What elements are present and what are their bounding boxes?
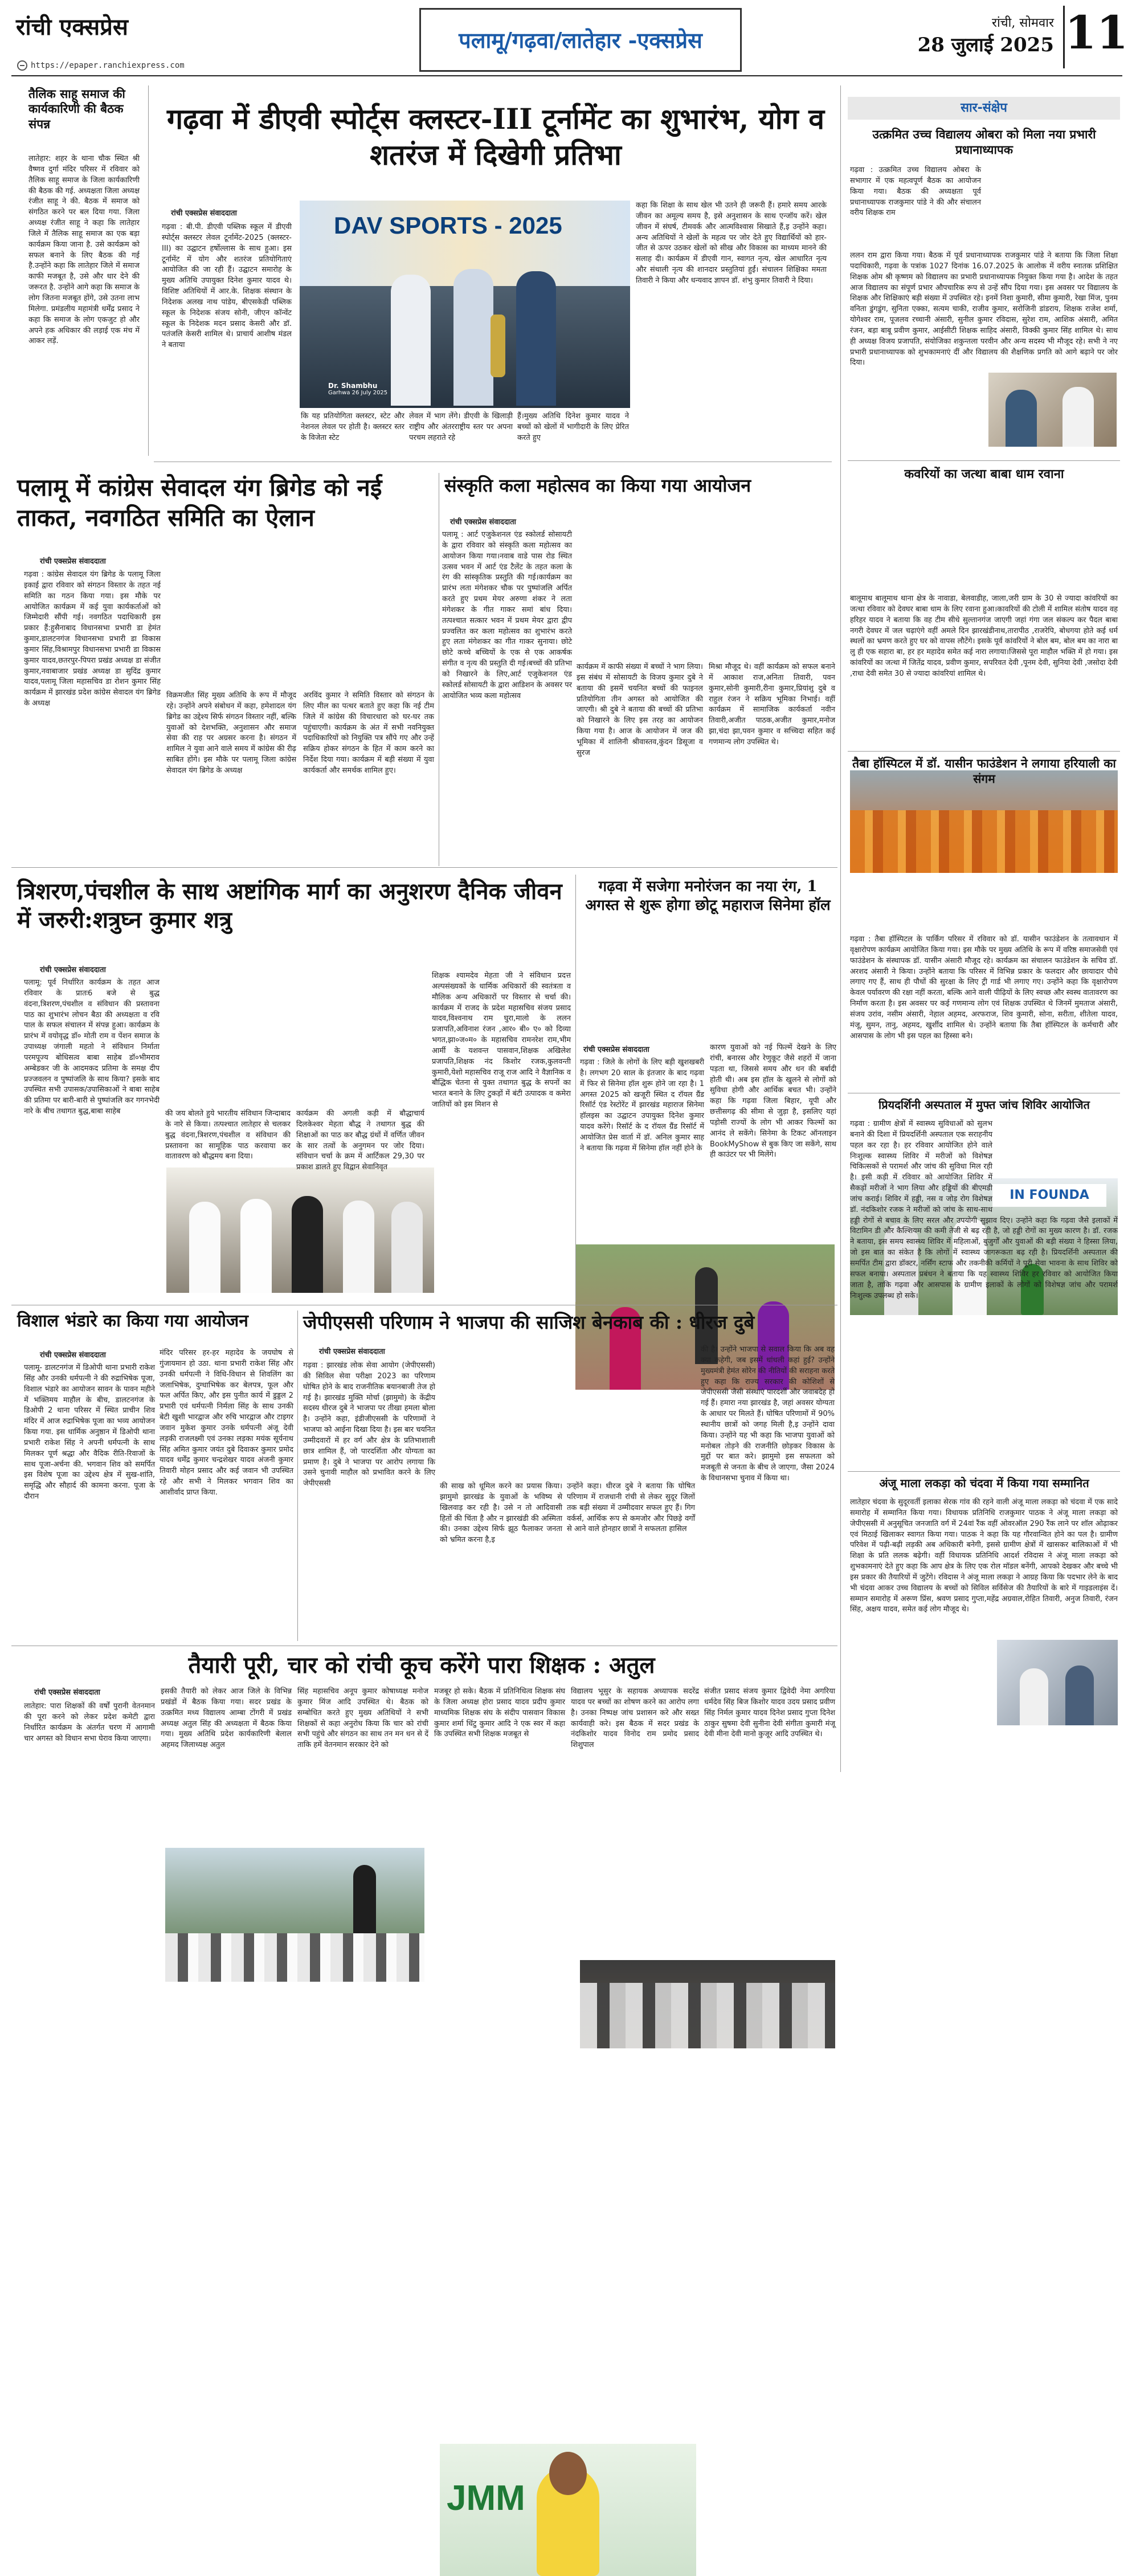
lead-under3: हैं।मुख्य अतिथि दिनेश कुमार यादव ने बच्चों को खेलों में भागीदारी के लिए प्रेरित करते हुए [517, 412, 629, 442]
lead-under2: लेवल में भाग लेंगे। डीएवी के खिलाड़ी राष्ट्रीय और अंतरराष्ट्रीय स्तर पर अपना परचम लहराते रहे [409, 412, 513, 442]
congress-col2: विक्रमजीत सिंह मुख्य अतिथि के रूप में मौजूद रहे। उन्होंने अपने संबोधन में कहा, हमेशादल यंग ब्रिगेड का उद्देश्य सिर्फ संगठन विस्तार नहीं, बल्कि युवाओं को देशभक्ति, अनुशासन और समाज सेवा की राह पर अग्रसर करना है। संगठन में शामिल ने युवा आने वाले समय में कांग्रेस की रीढ़ साबित होंगे। इस मौके पर पलामू जिला कांग्रेस सेवादल यंग ब्रिगेड के अध्यक्ष [166, 691, 296, 775]
lead-headline: गढ़वा में डीएवी स्पोर्ट्स क्लस्टर-III टूर्नामेंट का शुभारंभ, योग व शतरंज में दिखेगी प्रतिभा [166, 102, 825, 172]
portrait-head [549, 2452, 587, 2495]
foundation-banner: IN FOUNDA [992, 1184, 1106, 1207]
sidebar-label: सार-संक्षेप [848, 97, 1120, 120]
lead-col1: गढ़वा : बी.पी. डीएवी पब्लिक स्कूल में डीएवी स्पोर्ट्स क्लस्टर लेवल टूर्नामेंट-2025 (क्लस्टर-III) का उद्घाटन हर्षोल्लास के साथ हुआ। इस टूर्नामेंट में योग और शतरंज प्रतियोगिताएं आयोजित की जा रही हैं। उद्घाटन समारोह के मुख्य अतिथि उपायुक्त दिनेश कुमार यादव थे। विशिष्ट अतिथियों में आर.के. शिक्षक संस्थान के निदेशक अलख नाथ पांडेय, बीएसकेडी पब्लिक स्कूल के निदेशक संजय सोनी, जीएन कॉन्वेंट स्कूल के निदेशक मदन प्रसाद केसरी और डॉ. पतंजलि केसरी शामिल थे। प्राचार्य आशीष मंडल ने बताया [162, 223, 292, 350]
banner-title: DAV SPORTS - 2025 [334, 212, 562, 239]
sanskriti-col1: पलामू : आर्ट एजुकेशनल एंड स्कोलर्ड सोसायटी के द्वारा रविवार को संस्कृति कला महोत्सव का आयोजन किया गया।नवाब वाडे पास रोड स्थित उत्सव भवन में आर्ट एंड टैलेंट के तहत कला के रंग की सांस्कृतिक प्रस्तुति की गई।कार्यक्रम का प्रारंभ लता मंगेशकर चौक पर पुष्पांजलि अर्पित करते हुए प्रथम मेयर अरुणा शंकर ने लता मंगेशकर के गीत गाकर समां बांध दिया। तत्पश्चात सत्कार भवन में प्रथम मेयर द्वारा द्वीप प्रज्वलित कर कला महोत्सव का शुभारंभ करते हुए लता मंगेशकर का गीत गाकर सुनाया। छोटे छोटे कच्चे बच्चियों के एक से एक आकर्षक संगीत व नृत्य की प्रस्तुति दी गई।बच्चों की प्रतिभा को निखारने के लिए,आर्ट एजुकेशनल एंड स्कोलर्ड सोसायटी के द्वारा आडिशन के अवसर पर आयोजित भव्य कला महोत्सव [442, 530, 572, 700]
manoranjan-photo [580, 1960, 835, 2048]
s3-body: गढ़वा : तैबा हॉस्पिटल के पार्किंग परिसर में रविवार को डॉ. यासीन फाउंडेशन के तत्वावधान में वृक्षारोपण कार्यक्रम आयोजित किया गया। इस मौके पर मुख्य अतिथि के रूप में वरिष्ठ समाजसेवी एवं फाउंडेशन के संस्थापक डॉ. यासीन अंसारी मौजूद रहे। कार्यक्रम का संचालन फाउंडेशन के सचिव डॉ. अरशद अंसारी ने किया। उन्होंने बताया कि परिसर में विभिन्न प्रकार के फलदार और छायादार पौधे लगाए गए हैं, साथ ही पौधों की सुरक्षा के लिए ट्री गार्ड भी लगाए गए। उन्होंने कहा कि वृक्षारोपण केवल पर्यावरण की रक्षा नहीं करता, बल्कि आने वाली पीढ़ियों के लिए स्वच्छ और स्वस्थ वातावरण का निर्माण करता है। इस अवसर पर कई गणमान्य लोग एवं शिक्षक उपस्थित थे जिनमें मुमताज अंसारी, संजय उरांव, नसीम अंसारी, नेहाल अहमद, अरफराज, शिव कुमारी, सोना, सरीता, शीतेला यादव, मंजू, सुमन, तानु, अहमद, खुर्शीद शामिल थे। उन्होंने बताया कि तैबा हॉस्पिटल के कर्मचारी और आसपास के लोग भी इस पहल का हिस्सा बने। [850, 935, 1118, 1040]
trishran-col1: पलामू: पूर्व निर्धारित कार्यक्रम के तहत आज रविवार के प्रातः6 बजे से बुद्ध वंदना,त्रिशरण,पंचशील व संविधान की प्रस्तावना पाठ का शुभारंभ लोचन बैठा की अध्यक्षता व रवि पाल के सफल संचालन में संपन्न हुआ। कार्यक्रम के प्रारंभ में वयोवृद्ध डॉ० मोती राम व पेंशन समाज के उपाध्यक्ष जंगाली महतो ने संविधान निर्माता परमपूज्य बोधिसत्व बाबा साहेब डॉ०भीमराव अम्बेडकर जी के आदमकद प्रतिमा के समक्ष दीप प्रज्जवलन व पुष्पांजलि के साथ किया? इसके बाद उपस्थित सभी उपासक/उपासिकाओं ने बाबा साहेब की प्रतिमा पर बारी-बारी से पुष्पांजलि कर गगनभेदी नारे के बीच तथागत बुद्ध,बाबा साहेब [24, 978, 160, 1116]
jpsc-col3b: की है। उन्होंने भाजपा से सवाल किया कि अब वह क्या कहेगी, जब इसमें धांधली कहां हुई? उन्होंने मुख्यमंत्री हेमंत सोरेन की नीतियों की सराहना करते हुए कहा कि राज्य सरकार की कोशिशों से जेपीएससी जैसी संस्थाएं पारदर्शी और जवाबदेह हो गई हैं। हमारा नया झारखंड है, जहां अवसर योग्यता के आधार पर मिलते हैं। घोषित परिणामों में 90% स्थानीय छात्रों को जगह मिली है,इ उन्होंने दावा किया। उन्होंने यह भी कहा कि भाजपा युवाओं को मनोबल तोड़ने की राजनीति छोड़कर विकास के मुद्दों पर बात करे। झामुमो इस सफलता को मजबूती से जनता के बीच ले जाएगा, जैसा 2024 के विधानसभा चुनाव में किया था। [701, 1345, 835, 1483]
sanskriti-col2: कार्यक्रम में काफी संख्या में बच्चों ने भाग लिया।इस संबंध में सोसायटी के विजय कुमार दुबे ने बताया की इसमें चयनित बच्चों की फाइनल प्रतियोगिता तीन अगस्त को आयोजित की जाएगी। श्री दुबे ने बताया की बच्चों की प्रतिभा को निखारने के लिए इस तरह का आयोजन किया गया है। आज के आयोजन में जज की भूमिका में शालिनी श्रीवास्तव,कुंदन डिसूजा व सुरज [577, 663, 703, 757]
jpsc-headline: जेपीएससी परिणाम ने भाजपा की साजिश बेनकाब की : धीरज दुबे [303, 1311, 755, 1333]
bottom-c2: इसकी तैयारी को लेकर आज जिले के विभिन्न प्रखंडों में बैठक किया गया। सदर प्रखंड के उत्क्रमित मध्य विद्यालय आम्बा टोंगरी में प्रखंड अध्यक्ष अतुल सिंह की अध्यक्षता में बैठक किया गया। मुख्य अतिथि प्रदेश कार्यकारिणी बेलाल अहमद जिलाध्यक्ष अतुल [161, 1687, 292, 1750]
bottom-c1: लातेहार: पारा शिक्षकों की वर्षों पुरानी वेतनमान की पूरा करने को लेकर प्रदेश कमेटी द्वारा निर्धारित कार्यक्रम के अंतर्गत चरण में आगामी चार अगस्त को विधान सभा घेराव किया जाएगा। [24, 1702, 155, 1743]
left-col-headline: तैलिक साहू समाज की कार्यकारिणी की बैठक संपन्न [28, 87, 125, 131]
lamp-icon [491, 315, 505, 377]
s4-text: गढ़वा : ग्रामीण क्षेत्रों में स्वास्थ्य सुविधाओं को सुलभ बनाने की दिशा में प्रियदर्शिनी अस्पताल एक सराहनीय पहल कर रहा है। हर रविवार आयोजित होने वाले निःशुल्क स्वास्थ्य शिविर में मरीजों को विशेषज्ञ चिकित्सकों से परामर्श और जांच की सुविधा मिल रही है। इसी कड़ी में रविवार को आयोजित शिविर में सैकड़ों मरीजों ने भाग लिया और हड्डियों की बीएमडी जांच कराई। शिविर में हड्डी, नस व जोड़ रोग विशेषज्ञ डॉ. नंदकिशोर रजक ने मरीजों को जांच के साथ-साथ हड्डी रोगों से बचाव के लिए सरल और उपयोगी सुझाव दिए। उन्होंने कहा कि गढ़वा जैसे इलाकों में विटामिन डी और कैल्शियम की कमी तेजी से बढ़ रही है, जो हड्डी रोगों का मुख्य कारण है। डॉ. रजक ने बताया, इस समय स्वास्थ्य शिविर में महिलाओं, बुजुर्गों और युवाओं की बड़ी संख्या ने हिस्सा लिया, जो इस बात का संकेत है कि लोगों में स्वास्थ्य जागरूकता बढ़ रही है। प्रियदर्शिनी अस्पताल की समर्पित टीम द्वारा डॉक्टर, नर्सिंग स्टाफ और तकनीकी कर्मियों ने पूरी सेवा भावना के साथ शिविर को सफल बनाया। अस्पताल प्रबंधन ने बताया कि यह स्वास्थ्य शिविर हर रविवार को आयोजित किया जाता है, ताकि गढ़वा और आसपास के ग्रामीण इलाकों के लोगों को विशेषज्ञ जांच और परामर्श निःशुल्क उपलब्ध हो सके। [850, 1120, 1118, 1300]
col-divider [297, 1311, 298, 1641]
sidebar-rule [848, 460, 1120, 461]
jpsc-col1: गढ़वा : झारखंड लोक सेवा आयोग (जेपीएससी) की सिविल सेवा परीक्षा 2023 का परिणाम घोषित होने के बाद राजनीतिक बयानबाजी तेज हो गई है। झारखंड मुक्ति मोर्चा (झामुमो) के केंद्रीय सदस्य धीरज दुबे ने भाजपा पर तीखा हमला बोला है। उन्होंने कहा, इंडीजीएससी के परिणामों ने भाजपा को आईना दिखा दिया है। इस बार चयनित उम्मीदवारों में हर वर्ग और क्षेत्र के प्रतिभाशाली छात्र शामिल हैं, जो पारदर्शिता और योग्यता का प्रमाण है। दुबे ने भाजपा पर आरोप लगाया कि उसने चुनावी माहौल को प्रभावित करने के लिए जेपीएससी [303, 1361, 435, 1488]
manoranjan-col2: कारण युवाओं को नई फिल्में देखने के लिए रांची, बनारस और रेणुकूट जैसे शहरों में जाना पड़ता था, जिससे समय और धन की बर्बादी होती थी। अब इस हॉल के खुलने से लोगों को सुविधा होगी और आर्थिक बचत भी। उन्होंने कहा कि गढ़वा जिला बिहार, यूपी और छत्तीसगढ़ की सीमा से जुड़ा है, इसलिए यहां पड़ोसी राज्यों के लोग भी आकर फिल्मों का आनंद ले सकेंगे। सिनेमा के टिकट ऑनलाइन BookMyShow से बुक किए जा सकेंगे, साथ ही काउंटर पर भी मिलेंगे। [710, 1043, 836, 1160]
party-sign: JMM [447, 2479, 525, 2518]
col-divider [148, 85, 149, 456]
s5-body: लातेहार चंदवा के सुदूरवर्ती इलाका सेरक गांव की रहने वाली अंजू माला लकड़ा को चंदवा में एक सादे समारोह में सम्मानित किया गया। विधायक प्रतिनिधि राजकुमार पाठक ने अंजू माला लकड़ा को जेपीएससी में अनुसूचित जनजाति वर्ग में 24वां रैंक वहीं ओवरऑल 290 रैंक लाने पर शॉल ओढ़ाकर एवं मिठाई खिलाकर स्वागत किया गया। पाठक ने कहा कि यह गौरवान्वित होने का पल है। ग्रामीण परिवेश में पढ़ी-बढ़ी लड़की अब अधिकारी बनेगी, इससे ग्रामीण क्षेत्रों में खासकर बालिकाओं में भी शिक्षा के प्रति ललक बढ़ेगी। वहीं विधायक प्रतिनिधि आदर्श रविदास ने अंजू माला लकड़ा को शुभकामनाएं देते हुए कहा कि आप क्षेत्र के लिए एक रोल मॉडल बनेंगी, आपको देखकर और बच्चे भी इस प्रकार की तैयारियों में जुटेंगे। रविदास ने अंजू माला लकड़ा ने आग्रह किया कि पदभार लेने के बाद भी चंदवा आकर उच्च विद्यालय के बच्चों को सिविल सर्विसेज की तैयारियों के बारे में गाइडलाइंस दें। सम्मान समारोह में अरूण प्रिंस, श्रवण प्रसाद गुप्ता,महेंद्र अग्रवाल,रोहित तिवारी, अनुज तिवारी, रंजन सिंह, अक्षय यादव, समेत कई लोग मौजूद थे। [850, 1498, 1118, 1614]
jpsc-byline: रांची एक्सप्रेस संवाददाता [319, 1348, 385, 1356]
trishran-headline: त्रिशरण,पंचशील के साथ अष्टांगिक मार्ग का अनुशरण दैनिक जीवन में जरुरी:शत्रुघ्न कुमार शत्रु [17, 878, 562, 933]
person [391, 275, 431, 406]
trishran-byline: रांची एक्सप्रेस संवाददाता [40, 966, 106, 974]
s3-headline: तैबा हॉस्पिटल में डॉ. यासीन फाउंडेशन ने लगाया हरियाली का संगम [852, 756, 1116, 786]
bottom-headline: तैयारी पूरी, चार को रांची कूच करेंगे पारा शिक्षक : अतुल [188, 1652, 655, 1679]
s4-headline: प्रियदर्शिनी अस्पताल में मुफ्त जांच शिविर आयोजित [878, 1098, 1090, 1112]
url-text: https://epaper.ranchiexpress.com [31, 61, 185, 70]
left-col-body: लातेहार: शहर के थाना चौक स्थित श्री वैष्णव दुर्गा मंदिर परिसर में रविवार को तैलिक साहू समाज के जिला कार्यकारिणी की बैठक की गई. अध्यक्षता जिला अध्यक्ष रंजीत साहू ने की. बैठक में समाज को संगठित करने पर बल दिया गया. जिला अध्यक्ष रंजीत साहू ने कहा कि लातेहार जिले में तैलिक साहू समाज का एक बड़ा कार्यक्रम किया जाना है. उसे कार्यक्रम को सफल बनाने के लिए बैठक की गई है.उन्होंने कहा कि लातेहार जिले में समाज काफी मजबूत है, उसे और धार देने की जरूरत है. उन्होंने आगे कहा कि समाज के लोग जितना मजबूत होंगे, उसे उतना लाभ मिलेगा. प्रमंडलीय महामंत्री धर्मेंद्र प्रसाद ने कहा कि समाज के लोग एकजुट हो और अपने हक अधिकार की लड़ाई एक मंच में आकर लड़ें. [28, 154, 140, 346]
bhandara-headline: विशाल भंडारे का किया गया आयोजन [17, 1311, 248, 1331]
lead-under1: कि यह प्रतियोगिता क्लस्टर, स्टेट और नेशनल लेवल पर होती है। क्लस्टर स्तर के विजेता स्टेट [301, 412, 404, 442]
manoranjan-col1: गढ़वा : जिले के लोगों के लिए बड़ी खुशखबरी है। लगभग 20 साल के इंतजार के बाद गढ़वा में फिर से सिनेमा हॉल शुरू होने जा रहा है। 1 अगस्त 2025 को खजूरी स्थित द रॉयल ग्रैंड रिसॉर्ट एंड रेस्टोरेंट में झारखंड महाराज सिनेमा हॉलइस का उद्घाटन उपायुक्त दिनेश कुमार यादव करेंगे। रिसॉर्ट के द रॉयल ग्रैंड रिसॉर्ट में आयोजित प्रेस वार्ता में डॉ. अनिल कुमार साह ने बताया कि गढ़वा में सिनेमा हॉल नहीं होने के [580, 1058, 704, 1153]
person [453, 269, 493, 406]
col-divider [575, 875, 576, 1302]
s2-headline: कवरियों का जत्था बाबा धाम रवाना [904, 467, 1064, 481]
section-title: पलामू/गढ़वा/लातेहार -एक्सप्रेस [459, 27, 702, 53]
globe-icon [17, 60, 27, 71]
sanskriti-col3: मिश्रा मौजूद थे। वहीं कार्यक्रम को सफल बनाने में आकाश राज,अनिता तिवारी, पवन कुमार,सोनी कुमारी,रीना कुमार,प्रियांशु दुबे व राहुल रंजन ने सक्रिय भूमिका निभाई। वहीं कार्यक्रम में सामाजिक कार्यकर्ता नवीन तिवारी,अजीत पाठक,अजीत कुमार,मनोज झा,चंदा झा,पवन कुमार व सच्चिदा सहित कई गणमान्य लोग उपस्थित थे। [709, 663, 835, 746]
lead-col3: कहा कि शिक्षा के साथ खेल भी उतने ही जरूरी हैं। हमारे समय आरके जीवन का अमूल्य समय है, इसे अनुशासन के साथ एन्जॉय करें। खेल जीवन में संघर्ष, टीमवर्क और आत्मविश्वास सिखाते हैं,इ उन्होंने कहा। अन्य अतिथियों ने खेलों के महत्व पर जोर देते हुए विद्यार्थियों को हार-जीत से ऊपर उठकर खेलों को सीख और विकास का माध्यम मानने की सलाह दी। कार्यक्रम में डीएवी गान, स्वागत नृत्य, खेल आधारित नृत्य और संथाली नृत्य की शानदार प्रस्तुतियां हुईं। संचालन शिक्षिका ममता तिवारी ने किया और धन्यवाद ज्ञापन डॉ. शंभु कुमार तिवारी ने दिया। [636, 201, 827, 285]
bottom-c3: सिंह महासचिव अनूप कुमार कोषाध्यक्ष मनोज कुमार मिंज आदि उपस्थित थे। बैठक को सम्बोधित करते हुए मुख्य अतिथियों ने सभी शिक्षकों से कहा अनुरोध किया कि चार को रांची सभी पहुंचे और संगठन का साथ तन मन धन से दें ताकि हमें वेतनमान सरकार देने को [297, 1687, 428, 1750]
issue-date: 28 जुलाई 2025 [917, 34, 1054, 56]
photo-credit [328, 382, 387, 396]
bhandara-col1: पलामू- डालटनगंज में डिओपी थाना प्रभारी राकेश सिंह और उनकी धर्मपत्नी ने की रुद्राभिषेक पूजा, विशाल भंडारे का आयोजन सावन के पावन महीने में भक्तिमय माहौल के बीच, डालटनगंज के डिओपी 2 थाना परिसर में स्थित प्राचीन शिव मंदिर में आज रुद्राभिषेक पूजा का भव्य आयोजन किया गया. इस धार्मिक अनुष्ठान में डिओपी थाना प्रभारी राकेश सिंह ने अपनी धर्मपत्नी के साथ मिलकर पूर्ण श्रद्धा और वैदिक रीति-रिवाजों के साथ पूजा-अर्चना की. भगवान शिव को समर्पित इस विशेष पूजा का उद्देश्य क्षेत्र में सुख-शांति, समृद्धि और सौहार्द की कामना करना. पूजा के दौरान [24, 1363, 155, 1501]
lead-photo [300, 201, 630, 408]
sidebar-rule [848, 1471, 1120, 1472]
trishran-col3: शिक्षक श्यामदेव मेहता जी ने संविधान प्रदत्त अल्पसंख्यकों के धार्मिक अधिकारों की स्वतंत्रता व मौलिक अन्य अधिकारों पर विस्तार से चर्चा की। कार्यक्रम में राजद के प्रदेश महासचिव संजय प्रसाद यादव,विश्वनाथ राम घुरा,मालो के ललन प्रजापति,अविनाश रंजन ,आर० बी० ए० को दिव्या भगत,झा०ज०म० के महासचिव रामनरेश राम,भीम आर्मी के यशवन्त पासवान,शिक्षक अखिलेश प्रजापति,शिक्षक नंद किशोर रजक,कुलवन्ती कुमारी,येशो महासचिव राजू राज आदि ने वैज्ञानिक व बौद्धिक चेतना से युक्त तथागत बुद्ध के सपनों का भारत बनाने के लिए टुकड़ों में बंटी उत्पादक व कमेरा जातियों को इस मिशन से [432, 971, 571, 1109]
section-banner [419, 8, 742, 72]
manoranjan-headline: गढ़वा में सजेगा मनोरंजन का नया रंग, 1 अगस्त से शुरू होगा छोटू महाराज सिनेमा हॉल [585, 878, 831, 914]
sidebar-divider [840, 85, 841, 1772]
crowd [165, 1933, 424, 1982]
bottom-c5: विद्यालय भूसुर के सहायक अध्यापक सदरेंद्र यादव पर बच्चों का शोषण करने का आरोप लगा है। उनका निष्पक्ष जांच प्रशासन करे और सख्त कार्यवाही करे। इस बैठक में सदर प्रखंड के नंदकिशोर यादव विनोद राम प्रमोद प्रसाद शिशुपाल [571, 1687, 699, 1750]
sidebar-rule [848, 751, 1120, 752]
page-number: 11 [1063, 6, 1120, 68]
crowd [580, 1983, 835, 2048]
sanskriti-headline: संस्कृति कला महोत्सव का किया गया आयोजन [444, 475, 751, 496]
congress-col3: अरविंद कुमार ने समिति विस्तार को संगठन के लिए मील का पत्थर बताते हुए कहा कि नई टीम जिले में कांग्रेस की विचारधारा को घर-घर तक पहुंचाएगी। कार्यक्रम के अंत में सभी नवनियुक्त पदाधिकारियों को नियुक्ति पत्र सौंपे गए और उन्हें सक्रिय होकर संगठन के हित में काम करने का निर्देश दिया गया। कार्यक्रम में बड़ी संख्या में युवा कार्यकर्ता और समर्थक शामिल हुए। [303, 691, 434, 775]
manoranjan-byline: रांची एक्सप्रेस संवाददाता [583, 1046, 649, 1054]
bottom-c4: मजबूर हो सके। बैठक में प्रतिनिधित्व शिक्षक संघ के जिला अध्यक्ष होरा प्रसाद यादव प्रदीप कुमार माध्यमिक शिक्षक संघ के संदीप पासवान विकास कुमार शर्मा धिंटु कुमार आदि ने एक स्वर में कहा कि उपस्थित सभी शिक्षक मजबूत से [434, 1687, 565, 1739]
place-day: रांची, सोमवार [991, 16, 1054, 30]
section-rule [11, 867, 837, 868]
congress-headline: पलामू में कांग्रेस सेवादल यंग ब्रिगेड को नई ताकत, नवगठित समिति का ऐलान [17, 473, 382, 532]
congress-byline: रांची एक्सप्रेस संवाददाता [40, 557, 106, 566]
bhandara-byline: रांची एक्सप्रेस संवाददाता [40, 1351, 106, 1360]
crowd [850, 810, 1118, 873]
bottom-c6: संजीत प्रसाद संजय कुमार द्विवेदी नेमा अगरिया धर्मदेव सिंह बिज किशोर यादव उदय प्रसाद प्रवीण सिंह निर्मल कुमार यादव दिनेश प्रसाद गुप्ता दिनेश ठाकुर सुषमा देवी सुनीना देवी संगीता कुमारी मंजू देवी मीना देवी मानो कुजूर आदि उपस्थित थे। [704, 1687, 835, 1739]
s2-body: बालूमाथ बालूमाथ थाना क्षेत्र के नावाडा, बेलवाडीह, जाला,जरी ग्राम के 30 से ज्यादा कांवरियों का जत्था रविवार को देवघर बाबा धाम के लिए रवाना हुआ।कावरियों की टोली में शामिल संतोष यादव वह हरिहर यादव ने बताया कि वह टीम सीधे सुल्तानगंज जाएगी जहां गंगा जल संकल्प कर पैदल बाबा नगरी देवघर में जल चढ़ाएंगे वहीं अमले दिन झारखंडीनाथ,तारापीठ ,राजरेपि, बोधगया होते कई धर्म स्थलों का भ्रमण करते हुए घर को वापस लौटेंगे। इसके पूर्व कांवरियों ने बोल बम, बोल बम का नारा बा लु ही एक सहारा बा, हर हर महादेव समेत कई नारा लगाया।जिससे पूरा माहौल भक्ति में हो गया। इस कांवरियों का जत्था में जितेंद्र यादव, प्रवीण कुमार, सपरिवत देवी ,पूनम देवी, सुनिया देवी ,जसोदा देवी ,राधा देवी समेत 30 से ज्यादा कांवरियां शामिल थे। [850, 594, 1118, 678]
bhandara-col2: मंदिर परिसर हर-हर महादेव के जयघोष से गुंजायमान हो उठा. थाना प्रभारी राकेश सिंह और उनकी धर्मपत्नी ने विधि-विधान से शिवलिंग का जलाभिषेक, दुग्धाभिषेक कर बेलपत्र, फूल और फल अर्पित किए, और इस पुनीत कार्य में डुड्डल 2 प्रभारी एवं धर्मपत्नी निर्मला सिंह के साथ उनकी बेटी खुशी भारद्वाज और रुचि भारद्वाज और टाइगर जवान मुकेश कुमार उनके धर्मपत्नी अंजू देवी लड़की राजलक्ष्मी एवं उनका लड़का मयंक सूर्यनाथ सिंह अमित कुमार जयंत दुबे दिवाकर कुमार प्रमोद यादव धर्मेंद्र कुमार चन्द्रशेखर यादव अंजनी कुमार तिवारी मोहन प्रसाद और कई जवान भी उपस्थित रहे और सभी ने मिलकर भगवान शिव का आशीर्वाद प्राप्त किया. [160, 1349, 293, 1497]
trishran-col2b: कार्यक्रम की अगली कड़ी में बौद्धाचार्य दिलकेश्वर मेहता बौद्ध ने तथागत बुद्ध की शिक्षाओं का पाठ कर बौद्ध ग्रंथों में वर्णित जीवन के सार तत्वों के अनुगमन पर जोर दिया। संविधान चर्चा के क्रम में आर्टिकल 29,30 पर प्रकाश डालते हुए विद्वान सेवानिवृत [296, 1109, 424, 1172]
dateline [889, 14, 1054, 65]
s5-headline: अंजू माला लकड़ा को चंदवा में किया गया सम्मानित [879, 1476, 1089, 1490]
epaper-url[interactable] [17, 59, 256, 72]
s4-body-full [850, 1119, 1118, 1467]
trishran-photo [165, 1848, 424, 1982]
s1-body-a: गढ़वा : उत्क्रमित उच्च विद्यालय ओबरा के सभागार में एक महत्वपूर्ण बैठक का आयोजन किया गया। बैठक की अध्यक्षता पूर्व प्रधानाध्यापक राजकुमार पांडे ने की और संचालन वरीय शिक्षक राम [850, 166, 981, 218]
trishran-col2a: की जय बोलते हुये भारतीय संविधान जिन्दाबाद के नारे से किया। तत्पश्चात लातेहार से चलकर बुद्ध वंदना,त्रिशरण,पंचशील व संविधान की प्रस्तावना का सामूहिक पाठ करवाया कर वातावरण को बौद्धमय बना दिया। [165, 1109, 291, 1161]
congress-col1: गढ़वा : कांग्रेस सेवादल यंग ब्रिगेड के पलामू जिला इकाई द्वारा रविवार को संगठन विस्तार के तहत नई समिति का गठन किया गया। इस मौके पर आयोजित कार्यक्रम में कई युवा कार्यकर्ताओं को जिम्मेदारी सौंपी गई। नवगठित पदाधिकारी इस प्रकार हैं:हुसैनाबाद विधानसभा प्रभारी डा हेमंत कुमार,डालटनगंज विधानसभा प्रभारी डा विकास कुमार सिंह,विश्रामपुर विधानसभा प्रभारी डा विकास कुमार यादव,छतरपुर-पिपरा प्रखंड अध्यक्ष डा संजीत कुमार,नवाबाजार प्रखंड अध्यक्ष डा सुदिंद्र कुमार यादव,पलामू जिला महासचिव डा रोशन कुमार सिंह कार्यक्रम में झारखंड प्रदेश कांग्रेस सेवादल यंग ब्रिगेड के अध्यक्ष [24, 570, 161, 708]
masthead-rule [11, 75, 1122, 76]
jpsc-col3a: उन्होंने कहा। धीरज दुबे ने बताया कि घोषित परिणाम में राजधानी रांची से लेकर सुदूर जिलों तक बड़ी संख्या में उम्मीदवार सफल हुए हैं। गिग वर्कर्स, आर्थिक रूप से कमजोर और पिछड़े वर्गों से आने वाले होनहार छात्रों ने सफलता हासिल [567, 1482, 695, 1534]
photo-credit-date: Garhwa 26 July 2025 [328, 390, 388, 396]
bottom-byline: रांची एक्सप्रेस संवाददाता [34, 1688, 100, 1697]
photo-credit-name: Dr. Shambhu [328, 382, 378, 390]
jpsc-photo [440, 2444, 696, 2576]
s1-headline: उत्क्रमित उच्च विद्यालय ओबरा को मिला नया प्रभारी प्रधानाध्यापक [872, 127, 1096, 157]
newspaper-logo: रांची एक्सप्रेस [16, 14, 128, 40]
person [516, 271, 556, 406]
sanskriti-byline: रांची एक्सप्रेस संवाददाता [450, 518, 516, 526]
lead-byline: रांची एक्सप्रेस संवाददाता [171, 209, 237, 218]
jpsc-col2: की साख को धूमिल करने का प्रयास किया। झामुमो झारखंड के युवाओं के भविष्य से खिलवाड़ कर रही है। उसे न तो आदिवासी हितों की चिंता है और न झारखंडी की अस्मिता की। उनका उद्देश्य सिर्फ झूठ फैलाकर जनता को भ्रमित करना है,इ [440, 1482, 562, 1545]
s1-body-b: ललन राम द्वारा किया गया। बैठक में पूर्व प्रधानाध्यापक राजकुमार पांडे ने बताया कि जिला शिक्षा पदाधिकारी, गढ़वा के पत्रांक 1027 दिनांक 16.07.2025 के आलोक में वरीय स्नातक प्रशिक्षित शिक्षक ओम श्री कृष्णम को विद्यालय का प्रभारी प्रधानाध्यापक नियुक्त किया गया है। आदेश के तहत आज विद्यालय का संपूर्ण प्रभार औपचारिक रूप से उन्हें सौंप दिया गया। इस अवसर पर विद्यालय के शिक्षक और शिक्षिकाएं बड़ी संख्या में उपस्थित रहे। इनमें निशा कुमारी, सीमा कुमारी, रेखा मिंज, पुनम वनिता डुंगडुंग, सुनिता एक्का, सत्यम चाकी, राजीव कुमार, सरोजिनी डांडराय, शिक्षक राजेश शर्मा, योगेश्वर राम, पूजलव रच्चानी अंसारी, सुनील कुमार रविदास, सुरेश राम, आशिक अंसारी, अमित रंजन, बड़ा बाबू प्रवीण कुमार, आईसीटी शिक्षक साहिद अंसारी, विक्की कुमार सिंह शामिल थे। साथ ही अध्यक्ष विजय प्रजापति, संयोजिका शकुन्तला परवीन और अन्य सदस्य भी मौजूद रहे। सभी ने नए प्रभारी प्रधानाध्यापक को शुभकामनाएं दीं और विद्यालय की शैक्षणिक प्रगति को आगे बढ़ाने पर जोर दिया। [850, 251, 1118, 368]
